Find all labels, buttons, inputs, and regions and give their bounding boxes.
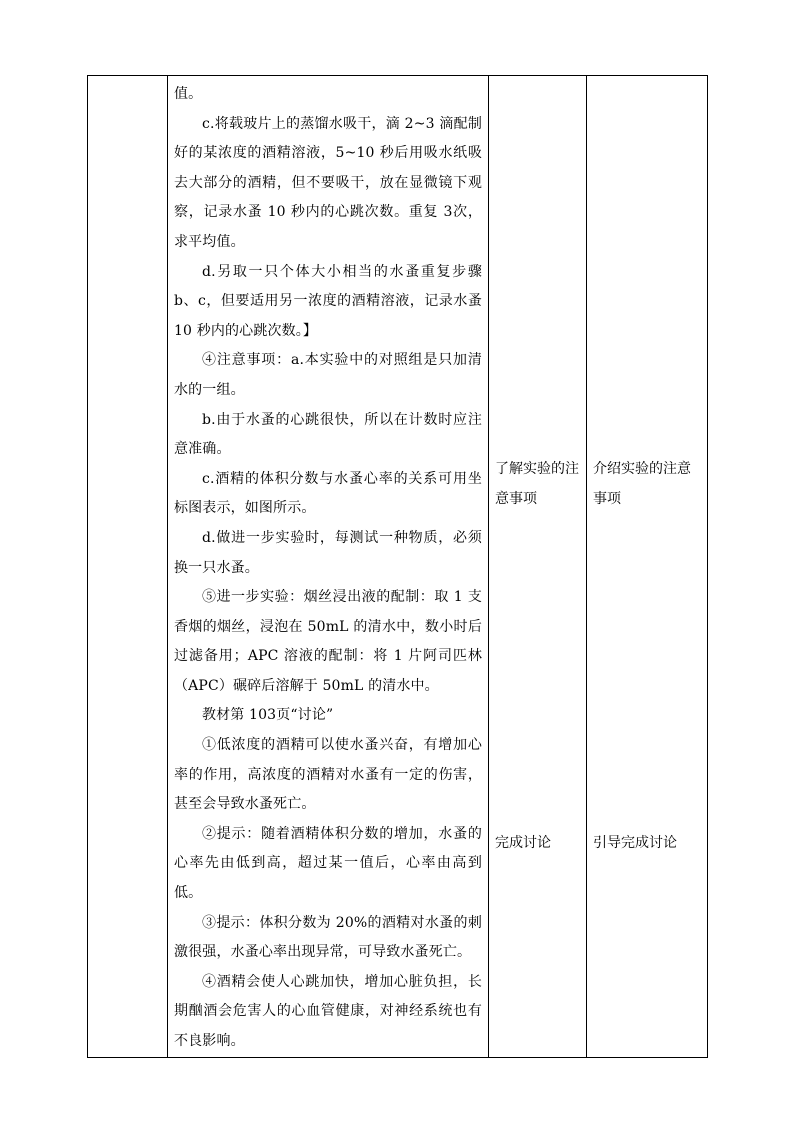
section-label-cell [88, 76, 168, 1058]
content-paragraph: 值。 [174, 86, 203, 102]
table-row [88, 76, 708, 1058]
content-paragraph: d.另取一只个体大小相当的水蚤重复步骤 b、c，但要适用另一浓度的酒精溶液，记录水蚤 10 秒内的心跳次数。】 [174, 263, 482, 339]
content-paragraph: ⑤进一步实验：烟丝浸出液的配制：取 1 支香烟的烟丝，浸泡在 50mL 的清水中，数小时后过滤备用；APC 溶液的配制：将 1 片阿司匹林（APC）碾碎后溶解于 50mL 的清水中。 [174, 589, 482, 694]
student-activity-cell [489, 76, 587, 1058]
content-paragraph: ③提示：体积分数为 20%的酒精对水蚤的刺激很强，水蚤心率出现异常，可导致水蚤死亡。 [174, 914, 482, 961]
lesson-plan-table [87, 75, 708, 1058]
content-paragraph: ④注意事项：a.本实验中的对照组是只加清水的一组。 [174, 352, 482, 398]
content-paragraph: ④酒精会使人心跳加快，增加心脏负担，长期酗酒会危害人的心血管健康，对神经系统也有不良影响。 [174, 973, 482, 1049]
content-paragraph: ②提示：随着酒精体积分数的增加，水蚤的心率先由低到高，超过某一值后，心率由高到低。 [174, 825, 482, 902]
student-activity-text: 了解实验的注意事项 [495, 461, 579, 507]
content-paragraph: c.酒精的体积分数与水蚤心率的关系可用坐标图表示，如图所示。 [174, 470, 482, 517]
content-paragraph: 教材第 103页“讨论” [202, 707, 334, 724]
content-paragraph: c.将载玻片上的蒸馏水吸干，滴 2~3 滴配制好的某浓度的酒精溶液，5~10 秒后用吸水纸吸去大部分的酒精，但不要吸干，放在显微镜下观察，记录水蚤 10 秒内的心跳次数。重复 3次，求平均值。 [174, 115, 482, 250]
content-paragraph: b.由于水蚤的心跳很快，所以在计数时应注意准确。 [174, 411, 482, 458]
content-cell [168, 76, 489, 1058]
teacher-activity-text: 引导完成讨论 [593, 835, 677, 851]
teacher-activity-text: 介绍实验的注意事项 [593, 461, 691, 507]
content-paragraph: d.做进一步实验时，每测试一种物质，必须换一只水蚤。 [174, 529, 482, 576]
teacher-activity-cell [587, 76, 708, 1058]
student-activity-text: 完成讨论 [495, 835, 551, 851]
content-paragraph: ①低浓度的酒精可以使水蚤兴奋，有增加心率的作用，高浓度的酒精对水蚤有一定的伤害，甚至会导致水蚤死亡。 [174, 737, 482, 813]
